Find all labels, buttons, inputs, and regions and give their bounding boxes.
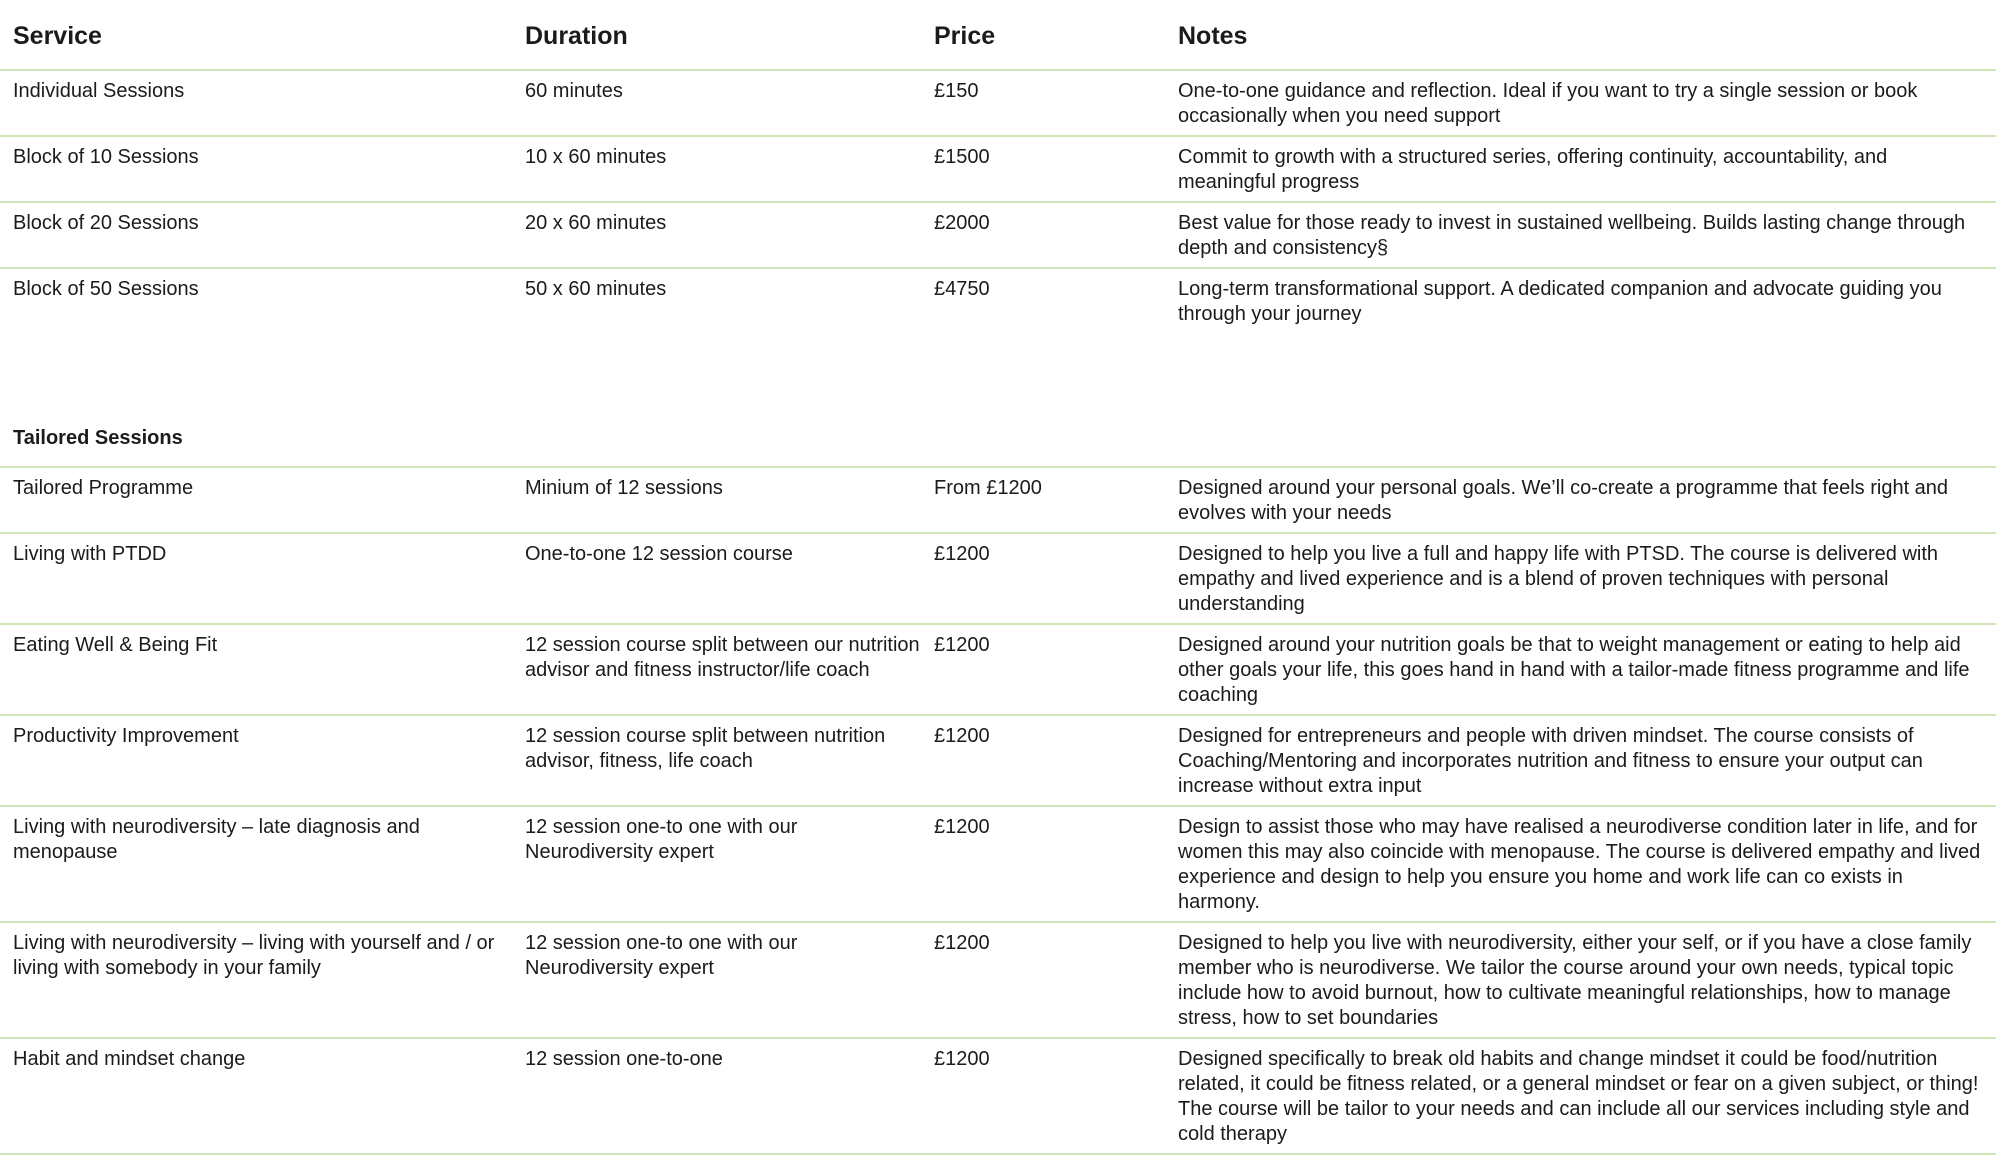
service-cell: Block of 20 Sessions [0,202,512,268]
price-cell: £1500 [921,136,1165,202]
notes-cell: Designed specifically to break old habits and change mindset it could be food/nutrition related, it could be fitness related, or a general mindset or fear on a given subject, or thing! The course will be tailor to your needs and can include all our services including style and cold therapy [1165,1038,1996,1154]
service-cell: Block of 50 Sessions [13,278,199,300]
duration-cell: 12 session course split between our nutrition advisor and fitness instructor/life coach [512,624,921,715]
spacer-row [0,333,1996,405]
duration-cell: 12 session course split between nutrition advisor, fitness, life coach [512,715,921,806]
service-cell: Eating Well & Being Fit [0,624,512,715]
table-row [0,715,1996,806]
table-row [0,268,1996,333]
notes-cell: Long-term transformational support. A dedicated companion and advocate guiding you through your journey [1178,278,1942,325]
price-cell: From £1200 [921,467,1165,533]
price-cell: £1200 [921,1038,1165,1154]
duration-cell: 12 session one-to one with our Neurodiversity expert [512,922,921,1038]
service-cell: Tailored Programme [0,467,512,533]
service-cell: Habit and mindset change [0,1038,512,1154]
service-cell: Block of 10 Sessions [0,136,512,202]
table-row [0,467,1996,533]
table-row [0,136,1996,202]
price-cell: £1200 [921,715,1165,806]
duration-cell: 12 session one-to one with our Neurodiversity expert [512,806,921,922]
notes-cell: Design to assist those who may have realised a neurodiverse condition later in life, and for women this may also coincide with menopause. The course is delivered empathy and lived experience and design to help you ensure you home and work life can co exists in harmony. [1165,806,1996,922]
notes-cell: Best value for those ready to invest in sustained wellbeing. Builds lasting change through depth and consistency§ [1165,202,1996,268]
price-cell: £1200 [921,922,1165,1038]
table-row [0,70,1996,136]
price-cell: £1200 [921,624,1165,715]
table-row [0,922,1996,1038]
service-cell: Living with PTDD [0,533,512,624]
table-row [0,806,1996,922]
table-row [0,533,1996,624]
duration-cell: 12 session one-to-one [512,1038,921,1154]
duration-cell: 60 minutes [512,70,921,136]
price-cell: £2000 [921,202,1165,268]
table-header [0,0,1996,70]
spacer-cell [0,333,1996,405]
notes-cell: Designed to help you live with neurodiversity, either your self, or if you have a close family member who is neurodiverse. We tailor the course around your own needs, typical topic include how to avoid burnout, how to cultivate meaningful relationships, how to manage stress, how to set boundaries [1165,922,1996,1038]
header-price: Price [921,0,1165,70]
header-notes: Notes [1165,0,1996,70]
price-cell: £4750 [934,278,990,300]
service-cell: Living with neurodiversity – living with yourself and / or living with somebody in your family [0,922,512,1038]
notes-cell: One-to-one guidance and reflection. Ideal if you want to try a single session or book occasionally when you need support [1165,70,1996,136]
table-row [0,202,1996,268]
header-row [0,0,1996,70]
service-cell: Living with neurodiversity – late diagnosis and menopause [0,806,512,922]
header-duration: Duration [512,0,921,70]
service-cell: Individual Sessions [0,70,512,136]
notes-cell: Designed around your personal goals. We’ll co-create a programme that feels right and evolves with your needs [1165,467,1996,533]
duration-cell: 50 x 60 minutes [525,278,667,300]
service-cell: Productivity Improvement [0,715,512,806]
price-cell: £1200 [921,533,1165,624]
table-row [0,1038,1996,1154]
price-cell: £1200 [921,806,1165,922]
header-service: Service [0,0,512,70]
notes-cell: Designed to help you live a full and happy life with PTSD. The course is delivered with empathy and lived experience and is a blend of proven techniques with personal understanding [1165,533,1996,624]
section-title: Tailored Sessions [0,405,1996,467]
table-row [0,624,1996,715]
price-cell: £150 [921,70,1165,136]
notes-cell: Designed around your nutrition goals be that to weight management or eating to help aid other goals your life, this goes hand in hand with a tailor-made fitness programme and life coaching [1165,624,1996,715]
duration-cell: Minium of 12 sessions [512,467,921,533]
table-body [0,70,1996,1154]
duration-cell: 10 x 60 minutes [512,136,921,202]
duration-cell: 20 x 60 minutes [512,202,921,268]
notes-cell: Commit to growth with a structured series, offering continuity, accountability, and meaningful progress [1165,136,1996,202]
section-heading-row [0,405,1996,467]
notes-cell: Designed for entrepreneurs and people with driven mindset. The course consists of Coaching/Mentoring and incorporates nutrition and fitness to ensure your output can increase without extra input [1165,715,1996,806]
duration-cell: One-to-one 12 session course [512,533,921,624]
